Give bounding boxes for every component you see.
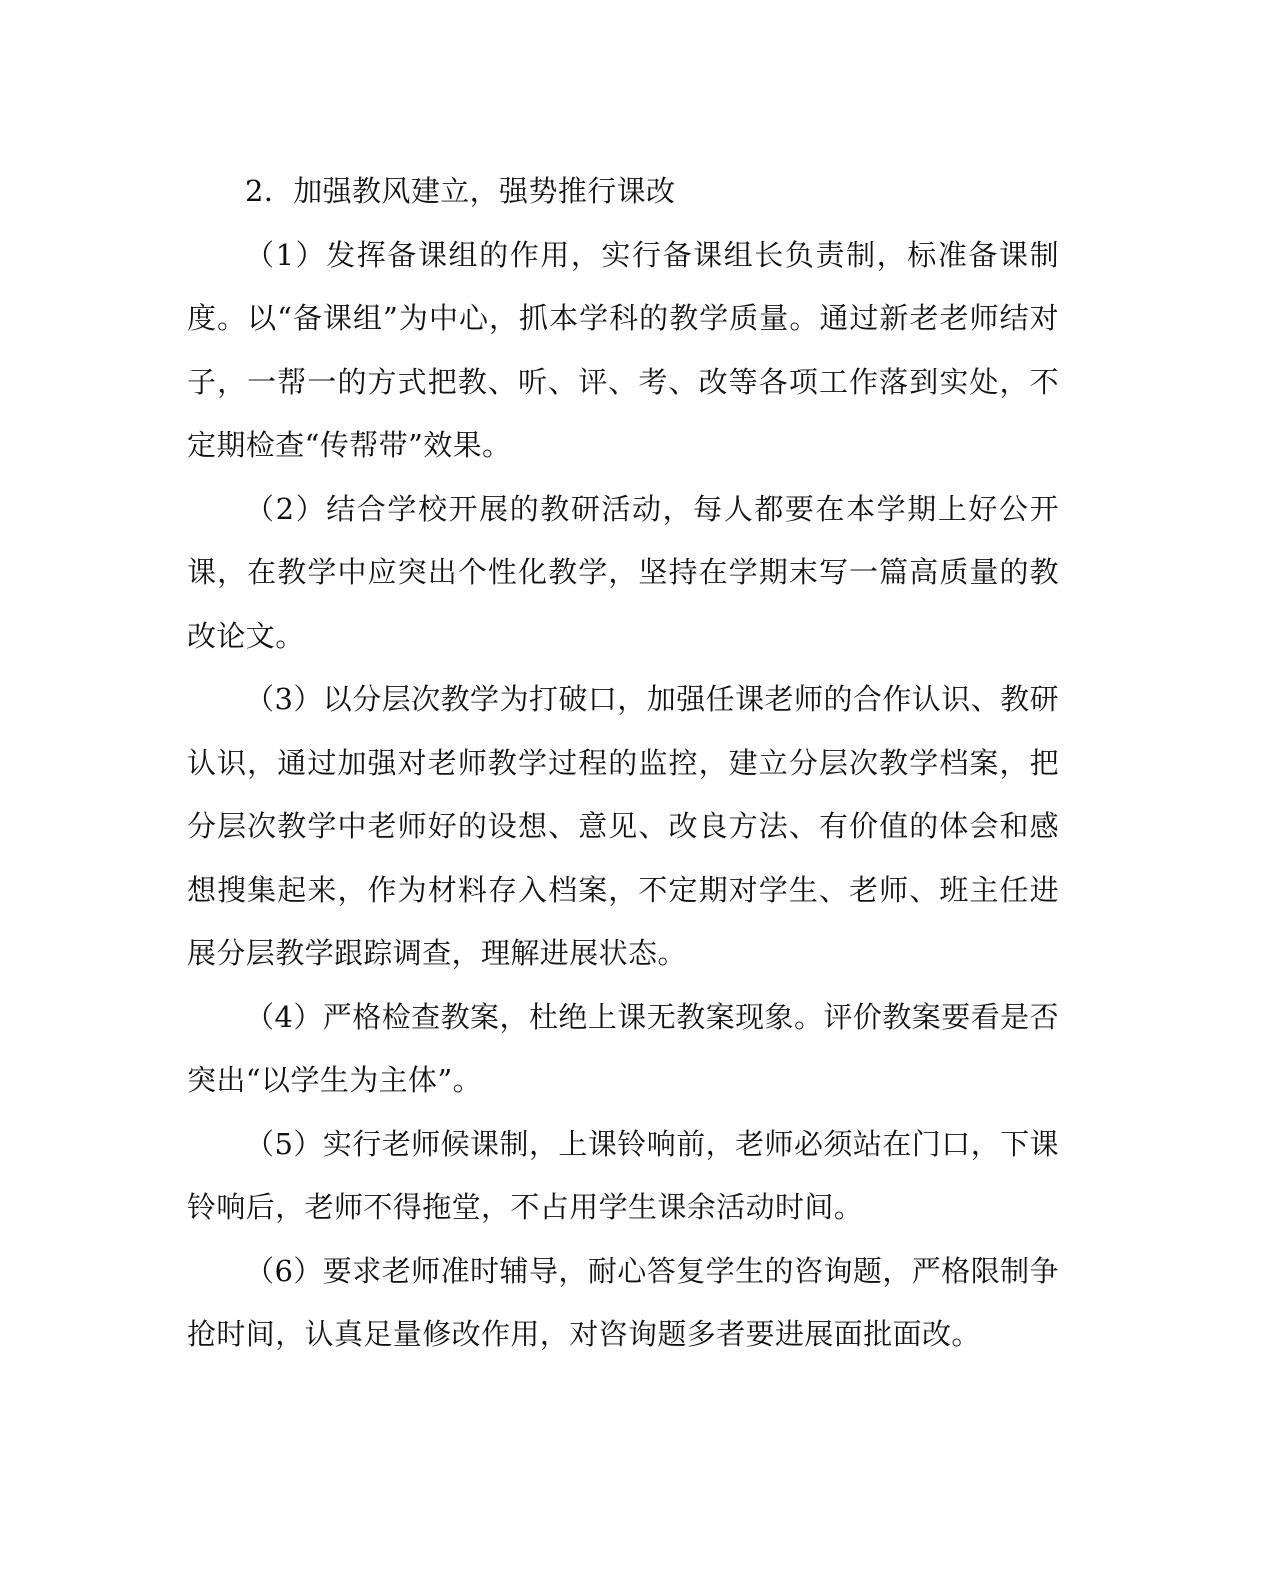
paragraph-3: （3）以分层次教学为打破口，加强任课老师的合作认识、教研认识，通过加强对老师教学过程的监控，建立分层次教学档案，把分层次教学中老师好的设想、意见、改良方法、有价值的体会和感想搜集起来，作为材料存入档案，不定期对学生、老师、班主任进展分层教学跟踪调查，理解进展状态。	[187, 682, 1059, 970]
section-heading: 2．加强教风建立，强势推行课改	[245, 174, 676, 208]
paragraph-5: （5）实行老师候课制，上课铃响前，老师必须站在门口，下课铃响后，老师不得拖堂，不占用学生课余活动时间。	[187, 1126, 1059, 1224]
paragraph-1: （1）发挥备课组的作用，实行备课组长负责制，标准备课制度。以“备课组”为中心，抓本学科的教学质量。通过新老老师结对子，一帮一的方式把教、听、评、考、改等各项工作落到实处，不定期检查“传帮带”效果。	[187, 237, 1059, 462]
paragraph-6: （6）要求老师准时辅导，耐心答复学生的咨询题，严格限制争抢时间，认真足量修改作用，对咨询题多者要进展面批面改。	[187, 1253, 1059, 1351]
paragraph-2: （2）结合学校开展的教研活动，每人都要在本学期上好公开课，在教学中应突出个性化教学，坚持在学期末写一篇高质量的教改论文。	[187, 491, 1059, 653]
paragraph-4: （4）严格检查教案，杜绝上课无教案现象。评价教案要看是否突出“以学生为主体”。	[187, 999, 1059, 1097]
document-body	[187, 160, 1059, 1367]
